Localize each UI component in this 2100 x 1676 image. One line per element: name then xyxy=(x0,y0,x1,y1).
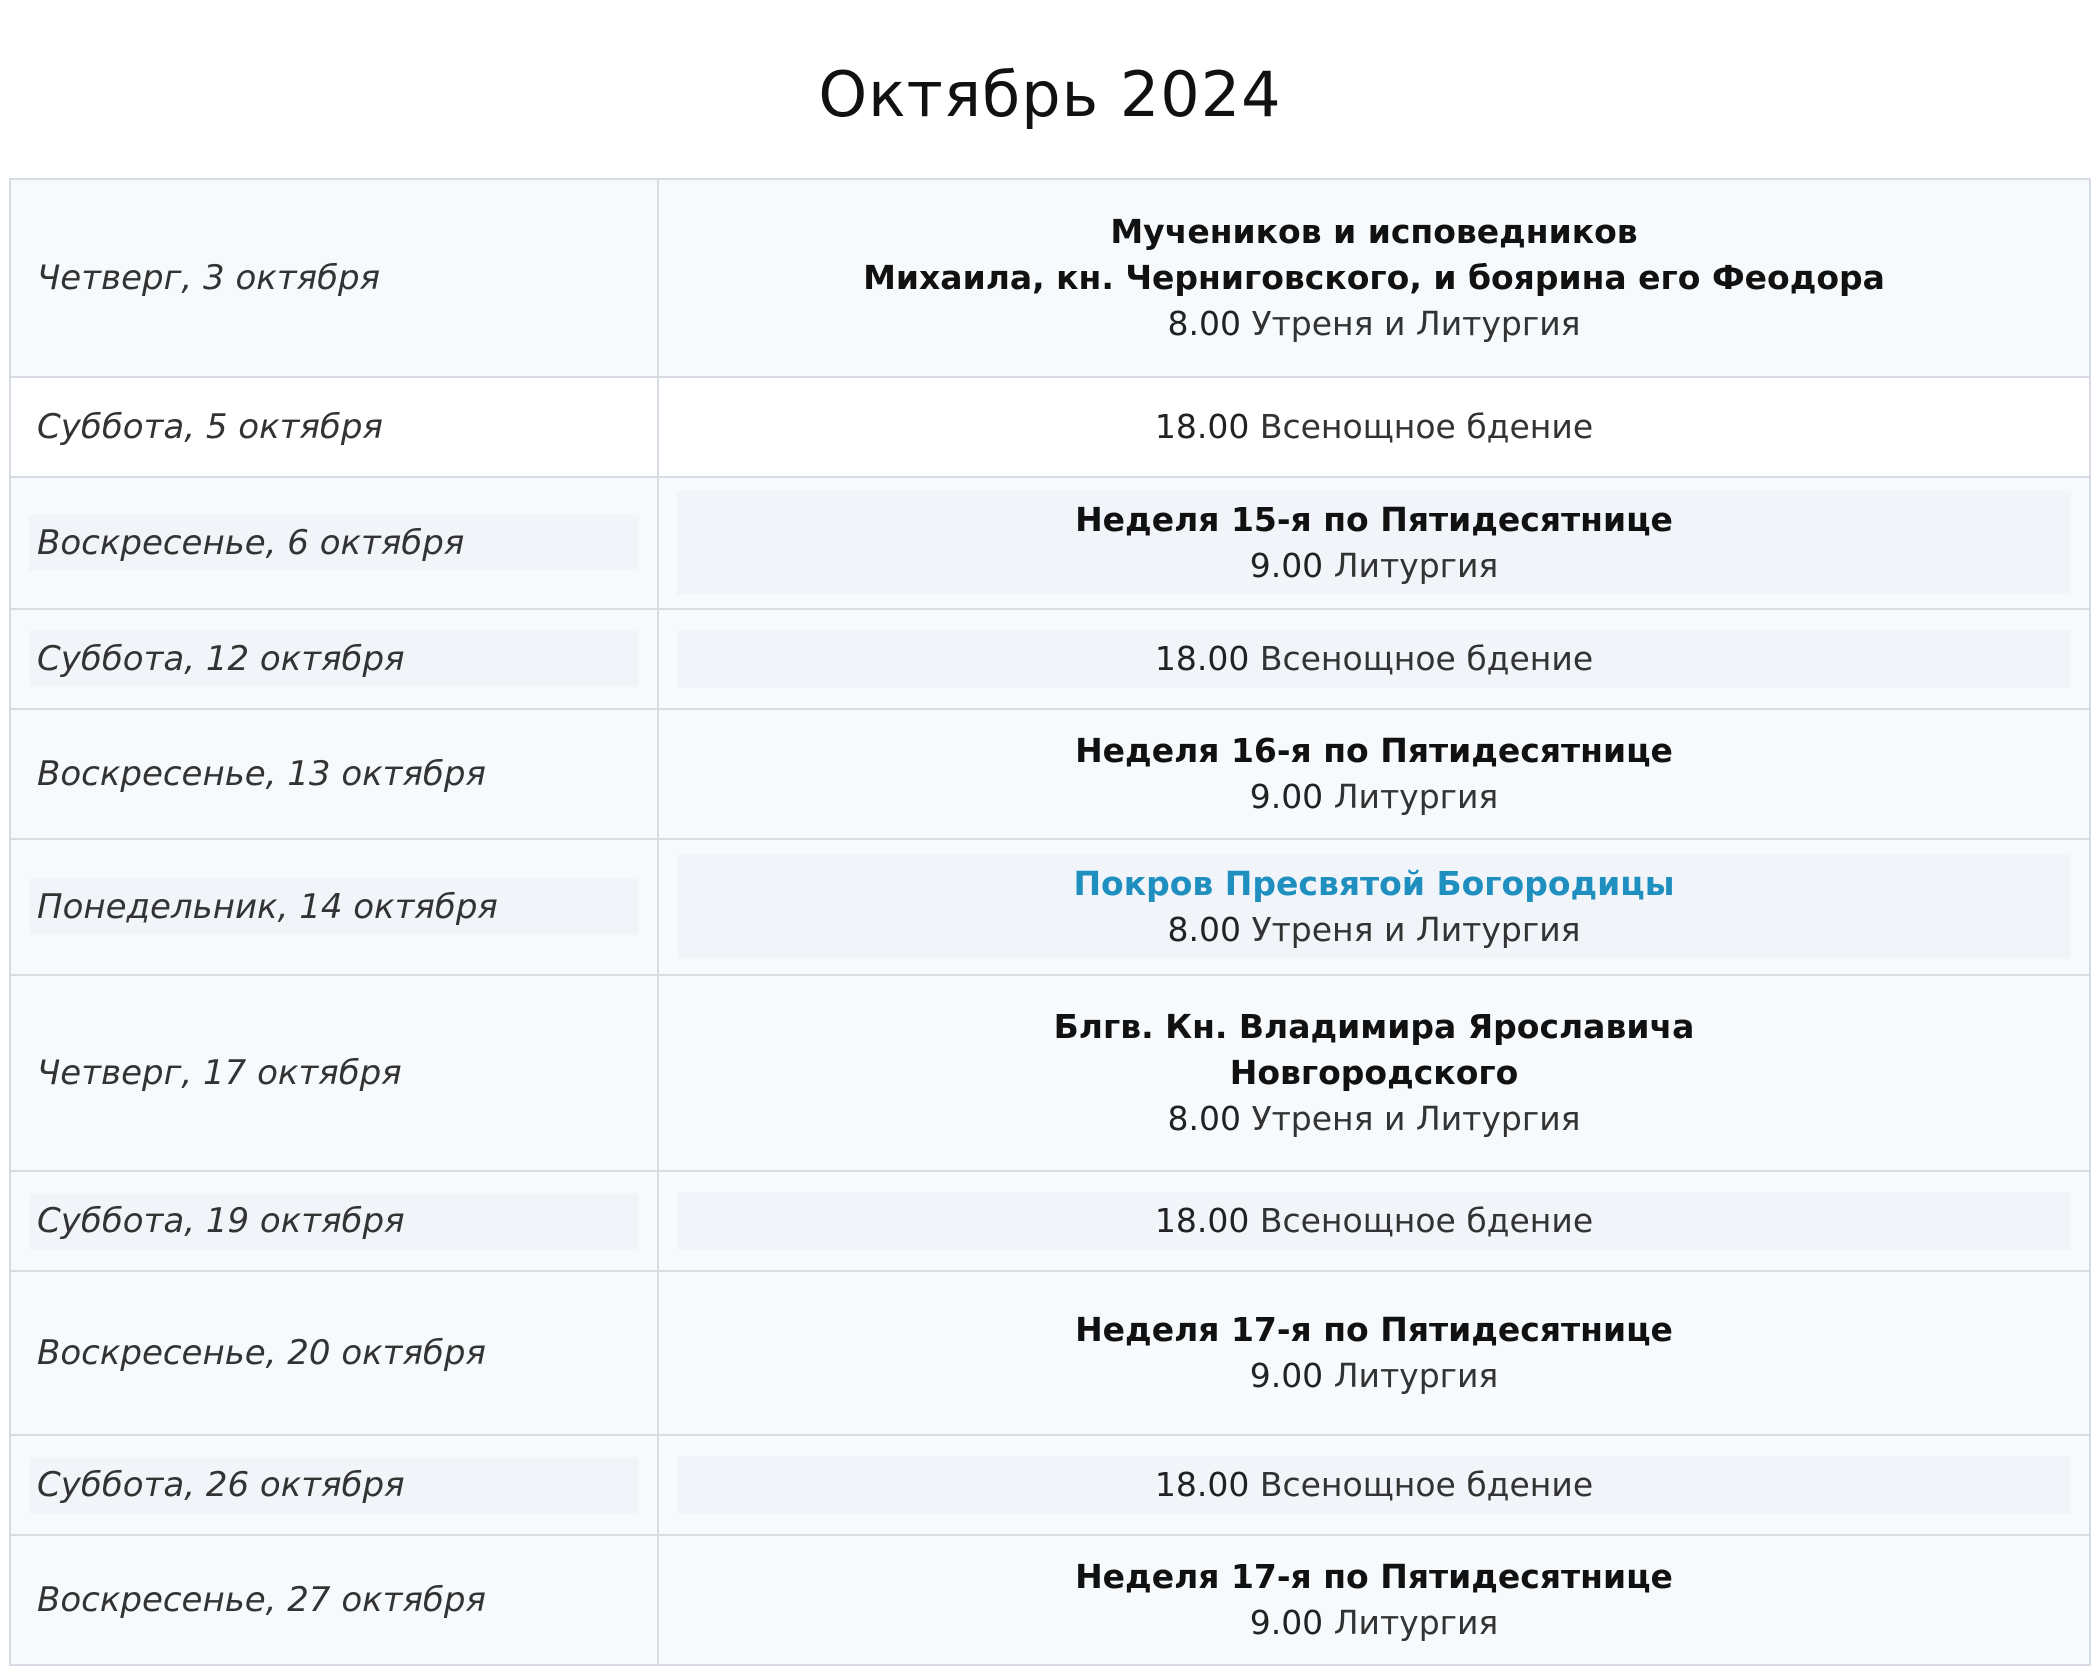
event-cell xyxy=(658,1171,2090,1271)
event-title: Михаила, кн. Черниговского, и боярина его Феодора xyxy=(863,258,1885,297)
date-cell xyxy=(10,839,658,975)
service-time: 9.00 xyxy=(1249,1603,1324,1642)
service-time: 18.00 xyxy=(1154,1201,1250,1240)
table-row xyxy=(10,179,2090,377)
date-cell xyxy=(10,1271,658,1435)
service-date: Воскресенье, 27 октября xyxy=(37,1580,486,1620)
event-title: Неделя 16-я по Пятидесятнице xyxy=(1075,731,1673,770)
service-line xyxy=(685,301,2063,347)
service-line xyxy=(685,1096,2063,1142)
service-name: Утреня и Литургия xyxy=(1251,1099,1581,1138)
table-row xyxy=(10,377,2090,477)
service-line xyxy=(685,543,2063,589)
table-row xyxy=(10,709,2090,839)
service-date: Суббота, 19 октября xyxy=(29,1193,639,1249)
service-date: Четверг, 17 октября xyxy=(37,1053,402,1093)
table-row xyxy=(10,1171,2090,1271)
service-name: Утреня и Литургия xyxy=(1251,910,1581,949)
event-cell xyxy=(658,709,2090,839)
event-cell xyxy=(658,1271,2090,1435)
event-title: Неделя 17-я по Пятидесятнице xyxy=(1075,1557,1673,1596)
event-details xyxy=(677,1548,2071,1652)
date-cell xyxy=(10,975,658,1171)
table-row xyxy=(10,609,2090,709)
service-name: Литургия xyxy=(1333,1356,1499,1395)
service-date: Понедельник, 14 октября xyxy=(29,879,639,935)
event-cell xyxy=(658,477,2090,609)
service-time: 9.00 xyxy=(1249,777,1324,816)
service-name: Утреня и Литургия xyxy=(1251,304,1581,343)
service-time: 18.00 xyxy=(1154,639,1250,678)
table-row xyxy=(10,1535,2090,1665)
date-cell xyxy=(10,1171,658,1271)
event-cell xyxy=(658,1535,2090,1665)
service-line xyxy=(685,1462,2063,1508)
date-cell xyxy=(10,709,658,839)
service-time: 18.00 xyxy=(1154,407,1250,446)
service-time: 9.00 xyxy=(1249,546,1324,585)
service-name: Литургия xyxy=(1333,546,1499,585)
service-time: 18.00 xyxy=(1154,1465,1250,1504)
event-details xyxy=(677,203,2071,353)
event-title: Новгородского xyxy=(1229,1053,1519,1092)
table-row xyxy=(10,839,2090,975)
feast-title: Покров Пресвятой Богородицы xyxy=(1073,864,1675,903)
service-name: Литургия xyxy=(1333,777,1499,816)
event-details xyxy=(677,398,2071,456)
service-name: Всенощное бдение xyxy=(1259,1465,1594,1504)
service-time: 9.00 xyxy=(1249,1356,1324,1395)
event-title: Мучеников и исповедников xyxy=(1110,212,1638,251)
service-date: Воскресенье, 13 октября xyxy=(37,754,486,794)
service-line xyxy=(685,1198,2063,1244)
date-cell xyxy=(10,377,658,477)
service-time: 8.00 xyxy=(1167,1099,1241,1138)
service-date: Суббота, 5 октября xyxy=(37,407,383,447)
event-cell xyxy=(658,839,2090,975)
event-cell xyxy=(658,975,2090,1171)
page-title: Октябрь 2024 xyxy=(818,58,1282,131)
date-cell xyxy=(10,1535,658,1665)
date-cell xyxy=(10,477,658,609)
event-details xyxy=(677,630,2071,688)
service-name: Всенощное бдение xyxy=(1259,639,1594,678)
service-line xyxy=(685,1353,2063,1399)
event-title: Блгв. Кн. Владимира Ярославича xyxy=(1053,1007,1695,1046)
service-date: Четверг, 3 октября xyxy=(37,258,381,298)
service-line xyxy=(685,1600,2063,1646)
event-details xyxy=(677,722,2071,826)
event-cell xyxy=(658,377,2090,477)
service-date: Воскресенье, 20 октября xyxy=(37,1333,486,1373)
service-date: Суббота, 12 октября xyxy=(29,631,639,687)
service-time: 8.00 xyxy=(1167,910,1241,949)
event-details xyxy=(677,855,2071,959)
event-details xyxy=(677,1192,2071,1250)
service-date: Суббота, 26 октября xyxy=(29,1457,639,1513)
table-row xyxy=(10,1435,2090,1535)
date-cell xyxy=(10,179,658,377)
service-line xyxy=(685,907,2063,953)
service-line xyxy=(685,774,2063,820)
service-date: Воскресенье, 6 октября xyxy=(29,515,639,571)
event-cell xyxy=(658,609,2090,709)
service-time: 8.00 xyxy=(1167,304,1241,343)
event-cell xyxy=(658,179,2090,377)
event-cell xyxy=(658,1435,2090,1535)
service-line xyxy=(685,636,2063,682)
date-cell xyxy=(10,609,658,709)
service-name: Литургия xyxy=(1333,1603,1499,1642)
service-name: Всенощное бдение xyxy=(1259,1201,1594,1240)
event-details xyxy=(677,1456,2071,1514)
table-row xyxy=(10,975,2090,1171)
service-line xyxy=(685,404,2063,450)
event-title: Неделя 17-я по Пятидесятнице xyxy=(1075,1310,1673,1349)
event-details xyxy=(677,998,2071,1148)
service-name: Всенощное бдение xyxy=(1259,407,1594,446)
schedule-table xyxy=(9,178,2091,1666)
table-row xyxy=(10,1271,2090,1435)
event-details xyxy=(677,491,2071,595)
event-title: Неделя 15-я по Пятидесятнице xyxy=(1075,500,1673,539)
date-cell xyxy=(10,1435,658,1535)
table-row xyxy=(10,477,2090,609)
event-details xyxy=(677,1301,2071,1405)
